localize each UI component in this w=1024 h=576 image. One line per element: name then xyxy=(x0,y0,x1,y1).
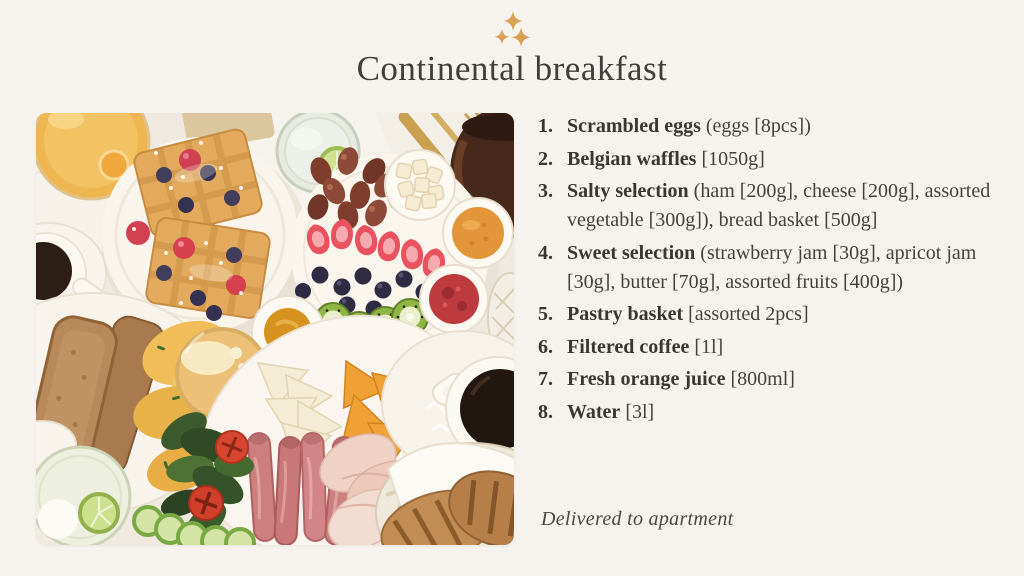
menu-item xyxy=(538,365,1002,394)
page-title: Continental breakfast xyxy=(356,49,668,88)
menu-item xyxy=(538,398,1002,427)
item-name: Sweet selection xyxy=(567,241,696,264)
item-detail: [assorted 2pcs] xyxy=(683,303,809,325)
item-number: 8. xyxy=(538,400,553,423)
item-number: 1. xyxy=(538,115,553,137)
item-number: 6. xyxy=(538,335,553,358)
item-detail: [800ml] xyxy=(725,368,795,390)
strawberry-jam-bowl xyxy=(420,265,488,333)
item-detail: (strawberry jam [30g], apricot jam [30g], butter [70g], assorted fruits [400g]) xyxy=(567,241,977,293)
item-name: Filtered coffee xyxy=(567,335,690,358)
item-name: Water xyxy=(567,400,621,423)
item-name: Pastry basket xyxy=(567,303,684,325)
item-detail: (ham [200g], cheese [200g], assorted vegetable [300g]), bread basket [500g] xyxy=(567,180,991,231)
item-detail: [1050g] xyxy=(696,147,765,170)
item-name: Belgian waffles xyxy=(567,147,697,170)
menu-item xyxy=(538,145,1002,174)
item-number: 2. xyxy=(538,147,553,170)
item-number: 5. xyxy=(538,303,553,325)
menu-item xyxy=(538,177,1002,235)
item-detail: [1l] xyxy=(689,335,724,358)
menu-item xyxy=(538,112,1002,141)
menu-item xyxy=(538,300,1002,329)
item-number: 7. xyxy=(538,368,553,390)
apricot-jam-bowl xyxy=(443,198,513,268)
menu-list xyxy=(538,112,1002,427)
item-name: Salty selection xyxy=(567,180,689,202)
menu-item xyxy=(538,239,1002,297)
item-number: 4. xyxy=(538,241,553,264)
item-detail: [3l] xyxy=(620,400,655,423)
menu-section xyxy=(538,112,1002,430)
menu-item xyxy=(538,333,1002,362)
item-detail: (eggs [8pcs]) xyxy=(700,115,811,137)
cheese-cubes-bowl xyxy=(385,150,455,220)
item-name: Fresh orange juice xyxy=(567,368,726,390)
item-number: 3. xyxy=(538,180,553,202)
item-name: Scrambled eggs xyxy=(567,115,701,137)
sparkles-icon xyxy=(0,10,1024,48)
breakfast-photo xyxy=(36,113,514,545)
header xyxy=(0,0,1024,88)
delivery-note: Delivered to apartment xyxy=(541,508,734,530)
